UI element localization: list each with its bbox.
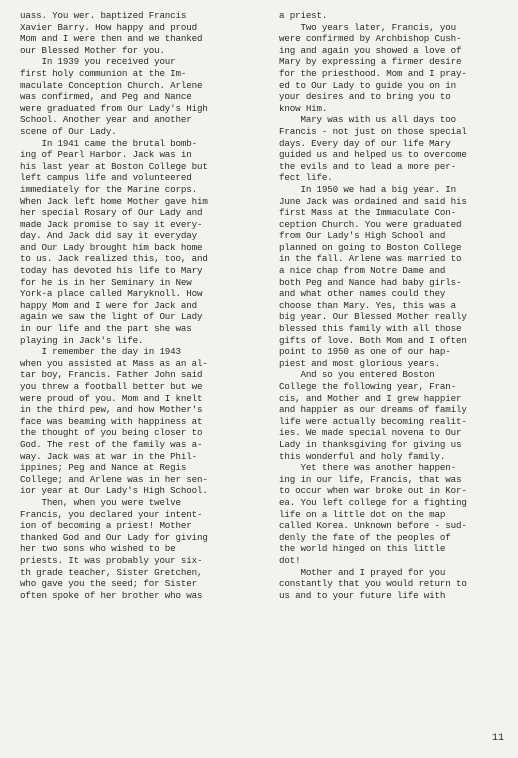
- text-line: Then, when you were twelve: [20, 496, 181, 508]
- text-line: uass. You wer. baptized Francis: [20, 10, 187, 21]
- text-line: ception Church. You were graduated: [279, 218, 462, 230]
- text-line: maculate Conception Church. Arlene: [20, 79, 203, 91]
- text-line: choose than Mary. Yes, this was a: [279, 299, 456, 311]
- text-line: today has devoted his life to Mary: [20, 265, 203, 277]
- page-number: 11: [491, 733, 504, 744]
- text-line: Mary was with us all days too: [279, 114, 456, 126]
- text-line: days. Every day of our life Mary: [279, 137, 451, 149]
- text-line: face was beaming with happiness at: [20, 415, 203, 427]
- text-line: dot!: [279, 554, 301, 566]
- text-line: and happier as our dreams of family: [279, 404, 467, 416]
- text-line: guided us and helped us to overcome: [279, 149, 467, 161]
- text-line: fect life.: [279, 172, 333, 184]
- text-line: York-a place called Maryknoll. How: [20, 288, 203, 300]
- text-line: in the fall. Arlene was married to: [279, 253, 462, 265]
- text-line: scene of Our Lady.: [20, 125, 117, 137]
- text-line: In 1939 you received your: [20, 56, 176, 68]
- text-line: were proud of you. Mom and I knelt: [20, 392, 203, 404]
- text-line: in the third pew, and how Mother's: [20, 404, 203, 416]
- text-line: first holy communion at the Im-: [20, 67, 187, 79]
- text-line: this wonderful and holy family.: [279, 450, 446, 462]
- text-line: ies. We made special novena to Our: [279, 427, 462, 439]
- text-line: again we saw the light of Our Lady: [20, 311, 203, 323]
- text-line: the evils and to lead a more per-: [279, 160, 456, 172]
- text-line: us and to your future life with: [279, 589, 446, 601]
- text-line: ing in our life, Francis, that was: [279, 473, 462, 485]
- text-line: to occur when war broke out in Kor-: [279, 485, 467, 497]
- text-line: life on a little dot on the map: [279, 508, 446, 520]
- text-line: the thought of you being closer to: [20, 427, 203, 439]
- text-line: Francis, you declared your intent-: [20, 508, 203, 520]
- text-line: you threw a football better but we: [20, 381, 203, 392]
- text-line: Mom and I were then and we thanked: [20, 33, 203, 45]
- text-line: When Jack left home Mother gave him: [20, 195, 208, 207]
- text-line: both Peg and Nance had baby girls-: [279, 276, 462, 288]
- text-line: th grade teacher, Sister Gretchen,: [20, 566, 203, 578]
- text-line: was confirmed, and Peg and Nance: [20, 91, 192, 103]
- text-line: And so you entered Boston: [279, 369, 435, 381]
- text-line: her special Rosary of Our Lady and: [20, 207, 203, 219]
- text-line: in our life and the part she was: [20, 323, 192, 335]
- text-line: were graduated from Our Lady's High: [20, 102, 208, 114]
- text-line: priests. It was probably your six-: [20, 554, 203, 566]
- text-line: know Him.: [279, 102, 328, 114]
- text-line: piest and most glorious years.: [279, 357, 440, 369]
- text-line: our Blessed Mother for you.: [20, 44, 165, 56]
- text-line: a priest.: [279, 10, 328, 21]
- right-column: [279, 10, 509, 601]
- text-line: ippines; Peg and Nance at Regis: [20, 462, 187, 474]
- text-line: Xavier Barry. How happy and proud: [20, 21, 197, 33]
- text-line: blessed this family with all those: [279, 323, 462, 335]
- text-line: playing in Jack's life.: [20, 334, 144, 346]
- text-line: happy Mom and I were for Jack and: [20, 299, 197, 311]
- text-line: often spoke of her brother who was: [20, 589, 203, 601]
- text-line: tar boy, Francis. Father John said: [20, 369, 203, 381]
- text-line: who gave you the seed; for Sister: [20, 578, 197, 590]
- text-line: School. Another year and another: [20, 114, 192, 126]
- text-line: In 1950 we had a big year. In: [279, 183, 456, 195]
- text-line: denly the fate of the peoples of: [279, 531, 451, 543]
- text-line: your desires and to bring you to: [279, 91, 451, 103]
- text-line: point to 1950 as one of our hap-: [279, 346, 451, 358]
- text-line: Two years later, Francis, you: [279, 21, 456, 33]
- text-line: ed to Our Lady to guide you on in: [279, 79, 456, 91]
- text-line: constantly that you would return to: [279, 578, 467, 590]
- text-line: called Korea. Unknown before - sud-: [279, 520, 467, 532]
- text-line: ion of becoming a priest! Mother: [20, 520, 192, 532]
- text-line: made Jack promise to say it every-: [20, 218, 203, 230]
- text-line: Mary by expressing a firmer desire: [279, 56, 462, 68]
- text-line: ing of Pearl Harbor. Jack was in: [20, 149, 192, 161]
- text-line: when you assisted at Mass as an al-: [20, 357, 208, 369]
- text-line: for the priesthood. Mom and I pray-: [279, 67, 467, 79]
- text-line: ior year at Our Lady's High School.: [20, 485, 208, 497]
- text-line: June Jack was ordained and said his: [279, 195, 467, 207]
- text-line: Lady in thanksgiving for giving us: [279, 438, 462, 450]
- text-line: big year. Our Blessed Mother really: [279, 311, 467, 323]
- text-line: his last year at Boston College but: [20, 160, 208, 172]
- text-line: immediately for the Marine corps.: [20, 183, 197, 195]
- text-line: thanked God and Our Lady for giving: [20, 531, 208, 543]
- text-line: for he is in her Seminary in New: [20, 276, 192, 288]
- text-line: College the following year, Fran-: [279, 381, 456, 392]
- text-line: and what other names could they: [279, 288, 446, 300]
- text-line: ea. You left college for a fighting: [279, 496, 467, 508]
- text-line: first Mass at the Immaculate Con-: [279, 207, 456, 219]
- text-line: In 1941 came the brutal bomb-: [20, 137, 197, 149]
- text-line: planned on going to Boston College: [279, 241, 462, 253]
- text-line: ing and again you showed a love of: [279, 44, 462, 56]
- text-line: day. And Jack did say it everyday: [20, 230, 197, 242]
- left-column: [20, 10, 252, 601]
- text-line: God. The rest of the family was a-: [20, 438, 203, 450]
- text-line: a nice chap from Notre Dame and: [279, 265, 446, 277]
- text-line: way. Jack was at war in the Phil-: [20, 450, 197, 462]
- text-line: Francis - not just on those special: [279, 125, 467, 137]
- text-line: from Our Lady's High School and: [279, 230, 446, 242]
- text-line: gifts of love. Both Mom and I often: [279, 334, 467, 346]
- text-line: her two sons who wished to be: [20, 543, 176, 555]
- text-line: Yet there was another happen-: [279, 462, 456, 474]
- text-line: life were actually becoming realit-: [279, 415, 467, 427]
- text-line: and Our Lady brought him back home: [20, 241, 203, 253]
- text-line: cis, and Mother and I grew happier: [279, 392, 462, 404]
- text-line: left campus life and volunteered: [20, 172, 192, 184]
- text-line: College; and Arlene was in her sen-: [20, 473, 208, 485]
- text-line: were confirmed by Archbishop Cush-: [279, 33, 462, 45]
- text-line: Mother and I prayed for you: [279, 566, 446, 578]
- text-line: to us. Jack realized this, too, and: [20, 253, 208, 265]
- text-line: I remember the day in 1943: [20, 346, 181, 358]
- text-line: the world hinged on this little: [279, 543, 446, 555]
